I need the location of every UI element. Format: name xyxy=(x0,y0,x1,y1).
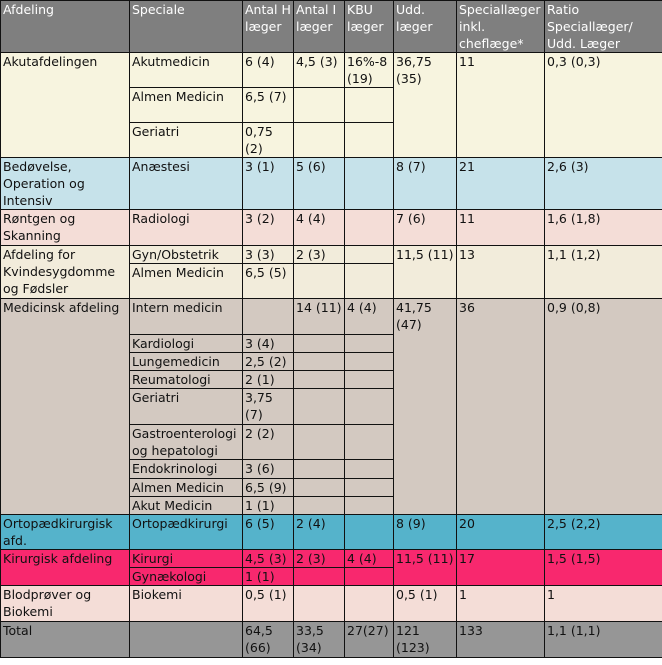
antal-h-cell: 2 (1) xyxy=(243,371,294,389)
afdeling-cell: Blodprøver og Biokemi xyxy=(1,586,130,622)
kbu-cell xyxy=(345,210,394,246)
kbu-cell xyxy=(345,158,394,210)
afdeling-cell: Bedøvelse, Operation og Intensiv xyxy=(1,158,130,210)
antal-i-cell: 2 (3) xyxy=(294,550,345,568)
ratio-cell: 1,1 (1,2) xyxy=(545,246,662,299)
total-row xyxy=(1,622,662,658)
kbu-cell xyxy=(345,389,394,425)
header-afdeling: Afdeling xyxy=(1,1,130,53)
speciale-cell: Kirurgi xyxy=(130,550,243,568)
kbu-cell: 4 (4) xyxy=(345,299,394,335)
antal-h-cell: 3 (1) xyxy=(243,158,294,210)
udd-cell: 36,75 (35) xyxy=(394,53,457,158)
kbu-cell xyxy=(345,515,394,550)
udd-cell: 7 (6) xyxy=(394,210,457,246)
antal-i-cell xyxy=(294,389,345,425)
kbu-cell xyxy=(345,497,394,515)
antal-i-cell xyxy=(294,425,345,460)
speciallaeger-cell: 1 xyxy=(457,586,545,622)
afdeling-cell: Medicinsk afdeling xyxy=(1,299,130,515)
speciale-cell: Akut Medicin xyxy=(130,497,243,515)
ratio-cell: 2,6 (3) xyxy=(545,158,662,210)
speciale-cell xyxy=(130,622,243,658)
antal-h-cell: 0,75 (2) xyxy=(243,123,294,158)
speciallaeger-cell: 13 xyxy=(457,246,545,299)
antal-i-cell: 2 (4) xyxy=(294,515,345,550)
kbu-cell xyxy=(345,586,394,622)
speciale-cell: Kardiologi xyxy=(130,335,243,353)
speciallaeger-cell: 11 xyxy=(457,210,545,246)
table-row xyxy=(1,246,662,264)
kbu-cell xyxy=(345,246,394,264)
antal-i-cell xyxy=(294,568,345,586)
total-kbu: 27(27) xyxy=(345,622,394,658)
antal-i-cell xyxy=(294,88,345,123)
afdeling-cell: Røntgen og Skanning xyxy=(1,210,130,246)
kbu-cell xyxy=(345,371,394,389)
kbu-cell xyxy=(345,568,394,586)
antal-i-cell: 4,5 (3) xyxy=(294,53,345,88)
antal-h-cell: 0,5 (1) xyxy=(243,586,294,622)
speciallaeger-cell: 36 xyxy=(457,299,545,515)
speciallaeger-cell: 11 xyxy=(457,53,545,158)
speciale-cell: Geriatri xyxy=(130,123,243,158)
total-ratio: 1,1 (1,1) xyxy=(545,622,662,658)
speciale-cell: Reumatologi xyxy=(130,371,243,389)
table-row xyxy=(1,299,662,335)
total-antal-h: 64,5 (66) xyxy=(243,622,294,658)
speciale-cell: Ortopædkirurgi xyxy=(130,515,243,550)
afdeling-cell: Akutafdelingen xyxy=(1,53,130,158)
antal-i-cell xyxy=(294,497,345,515)
afdeling-cell: Ortopædkirurgisk afd. xyxy=(1,515,130,550)
ratio-cell: 0,9 (0,8) xyxy=(545,299,662,515)
antal-h-cell: 6 (5) xyxy=(243,515,294,550)
antal-h-cell: 1 (1) xyxy=(243,568,294,586)
antal-i-cell xyxy=(294,264,345,299)
speciale-cell: Biokemi xyxy=(130,586,243,622)
table-row xyxy=(1,53,662,88)
kbu-cell: 16%-8 (19) xyxy=(345,53,394,88)
udd-cell: 41,75 (47) xyxy=(394,299,457,515)
antal-h-cell: 6 (4) xyxy=(243,53,294,88)
speciale-cell: Lungemedicin xyxy=(130,353,243,371)
ratio-cell: 0,3 (0,3) xyxy=(545,53,662,158)
kbu-cell xyxy=(345,123,394,158)
antal-i-cell xyxy=(294,371,345,389)
speciale-cell: Almen Medicin xyxy=(130,88,243,123)
ratio-cell: 1 xyxy=(545,586,662,622)
antal-i-cell: 14 (11) xyxy=(294,299,345,335)
header-antal-i: Antal I læger xyxy=(294,1,345,53)
antal-h-cell: 6,5 (9) xyxy=(243,479,294,497)
speciale-cell: Endokrinologi xyxy=(130,460,243,479)
antal-h-cell: 3 (2) xyxy=(243,210,294,246)
udd-cell: 11,5 (11) xyxy=(394,246,457,299)
table-row xyxy=(1,158,662,210)
speciallaeger-cell: 17 xyxy=(457,550,545,586)
speciallaeger-cell: 20 xyxy=(457,515,545,550)
antal-i-cell xyxy=(294,353,345,371)
kbu-cell xyxy=(345,479,394,497)
total-antal-i: 33,5 (34) xyxy=(294,622,345,658)
header-udd: Udd. læger xyxy=(394,1,457,53)
speciale-cell: Gyn/Obstetrik xyxy=(130,246,243,264)
speciale-cell: Almen Medicin xyxy=(130,479,243,497)
afdeling-cell: Afdeling for Kvindesygdomme og Fødsler xyxy=(1,246,130,299)
antal-i-cell: 2 (3) xyxy=(294,246,345,264)
kbu-cell xyxy=(345,460,394,479)
table-row xyxy=(1,515,662,550)
total-udd: 121 (123) xyxy=(394,622,457,658)
speciale-cell: Gastroenterologi og hepatologi xyxy=(130,425,243,460)
speciale-cell: Intern medicin xyxy=(130,299,243,335)
ratio-cell: 1,5 (1,5) xyxy=(545,550,662,586)
header-kbu: KBU læger xyxy=(345,1,394,53)
kbu-cell xyxy=(345,353,394,371)
antal-i-cell xyxy=(294,123,345,158)
antal-h-cell: 2,5 (2) xyxy=(243,353,294,371)
speciale-cell: Gynækologi xyxy=(130,568,243,586)
table-row xyxy=(1,586,662,622)
antal-h-cell: 3 (6) xyxy=(243,460,294,479)
udd-cell: 0,5 (1) xyxy=(394,586,457,622)
antal-i-cell xyxy=(294,460,345,479)
table-row xyxy=(1,210,662,246)
speciale-cell: Anæstesi xyxy=(130,158,243,210)
kbu-cell xyxy=(345,425,394,460)
udd-cell: 8 (7) xyxy=(394,158,457,210)
speciallaeger-cell: 21 xyxy=(457,158,545,210)
antal-i-cell: 4 (4) xyxy=(294,210,345,246)
total-speciallaeger: 133 xyxy=(457,622,545,658)
kbu-cell xyxy=(345,335,394,353)
antal-h-cell: 4,5 (3) xyxy=(243,550,294,568)
udd-cell: 11,5 (11) xyxy=(394,550,457,586)
speciale-cell: Akutmedicin xyxy=(130,53,243,88)
antal-i-cell: 5 (6) xyxy=(294,158,345,210)
table-row xyxy=(1,550,662,568)
header-ratio: Ratio Speciallæger/ Udd. Læger xyxy=(545,1,662,53)
speciale-cell: Radiologi xyxy=(130,210,243,246)
antal-i-cell xyxy=(294,335,345,353)
antal-h-cell: 6,5 (7) xyxy=(243,88,294,123)
speciale-cell: Almen Medicin xyxy=(130,264,243,299)
udd-cell: 8 (9) xyxy=(394,515,457,550)
antal-h-cell xyxy=(243,299,294,335)
speciale-cell: Geriatri xyxy=(130,389,243,425)
antal-h-cell: 3 (3) xyxy=(243,246,294,264)
kbu-cell xyxy=(345,264,394,299)
antal-i-cell xyxy=(294,586,345,622)
ratio-cell: 2,5 (2,2) xyxy=(545,515,662,550)
antal-h-cell: 6,5 (5) xyxy=(243,264,294,299)
header-row xyxy=(1,1,662,53)
antal-h-cell: 2 (2) xyxy=(243,425,294,460)
header-speciale: Speciale xyxy=(130,1,243,53)
antal-h-cell: 3,75 (7) xyxy=(243,389,294,425)
antal-h-cell: 1 (1) xyxy=(243,497,294,515)
total-label: Total xyxy=(1,622,130,658)
afdeling-cell: Kirurgisk afdeling xyxy=(1,550,130,586)
kbu-cell: 4 (4) xyxy=(345,550,394,568)
header-antal-h: Antal H læger xyxy=(243,1,294,53)
header-speciallaeger: Speciallæger inkl. cheflæge* xyxy=(457,1,545,53)
ratio-cell: 1,6 (1,8) xyxy=(545,210,662,246)
antal-h-cell: 3 (4) xyxy=(243,335,294,353)
kbu-cell xyxy=(345,88,394,123)
antal-i-cell xyxy=(294,479,345,497)
